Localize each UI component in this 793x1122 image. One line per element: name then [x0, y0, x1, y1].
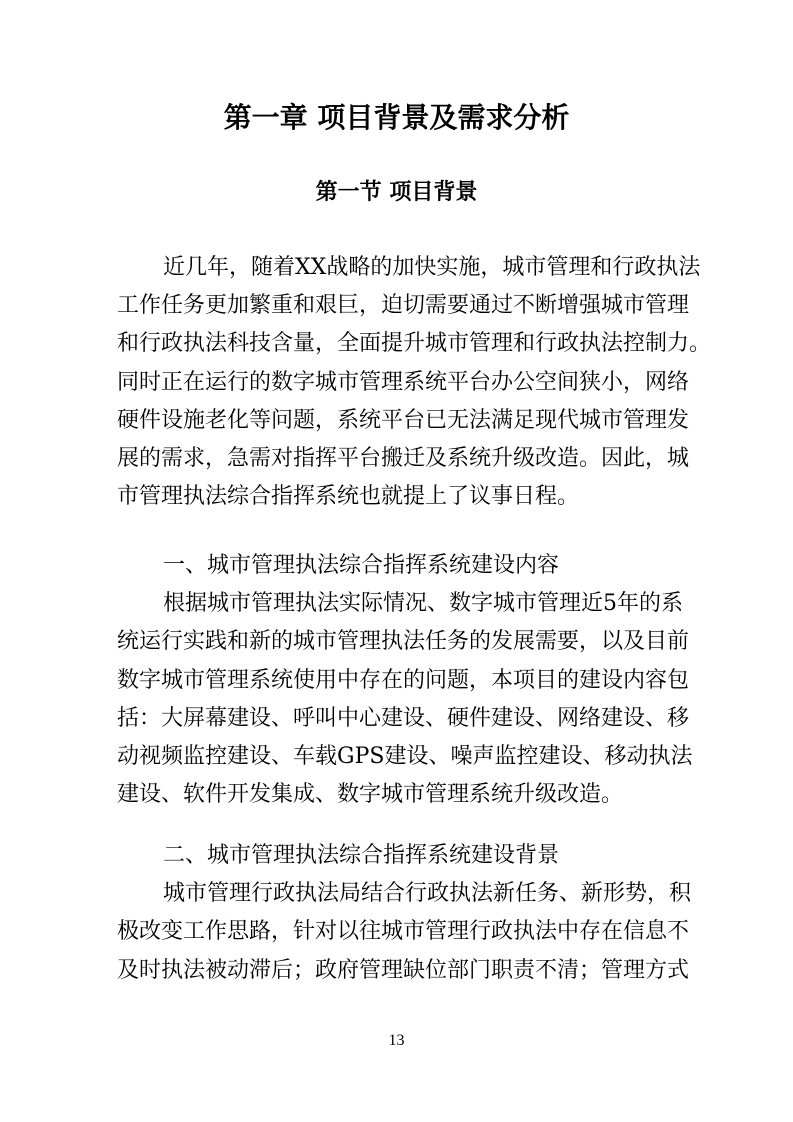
text-line: 工作任务更加繁重和艰巨，迫切需要通过不断增强城市管理: [117, 293, 690, 319]
text-line: 建设、软件开发集成、数字城市管理系统升级改造。: [117, 782, 624, 808]
text-line: 和行政执法科技含量，全面提升城市管理和行政执法控制力。: [117, 331, 712, 357]
text-line: 城市管理行政执法局结合行政执法新任务、新形势，积: [163, 881, 692, 907]
page-number: 13: [388, 1032, 405, 1049]
text-line: 统运行实践和新的城市管理执法任务的发展需要，以及目前: [117, 629, 690, 655]
text-line: 数字城市管理系统使用中存在的问题，本项目的建设内容包: [117, 667, 690, 693]
subheading: 一、城市管理执法综合指挥系统建设内容: [163, 553, 560, 578]
subheading: 二、城市管理执法综合指挥系统建设背景: [163, 843, 560, 868]
text-line: 及时执法被动滞后；政府管理缺位部门职责不清；管理方式: [117, 957, 690, 983]
text-line: 极改变工作思路，针对以往城市管理行政执法中存在信息不: [117, 919, 690, 945]
chapter-title: 第一章 项目背景及需求分析: [223, 101, 570, 134]
paragraph-background: [117, 249, 712, 516]
text-line: 硬件设施老化等问题，系统平台已无法满足现代城市管理发: [117, 407, 690, 433]
text-line: 近几年，随着XX战略的加快实施，城市管理和行政执法: [163, 255, 701, 280]
section-title: 第一节 项目背景: [315, 179, 478, 205]
text-line: 同时正在运行的数字城市管理系统平台办公空间狭小，网络: [117, 369, 690, 395]
text-line: 动视频监控建设、车载GPS建设、噪声监控建设、移动执法: [117, 743, 693, 769]
text-line: 括：大屏幕建设、呼叫中心建设、硬件建设、网络建设、移: [117, 705, 690, 731]
text-line: 市管理执法综合指挥系统也就提上了议事日程。: [117, 484, 580, 510]
text-line: 根据城市管理执法实际情况、数字城市管理近5年的系: [163, 591, 683, 617]
text-line: 展的需求，急需对指挥平台搬迁及系统升级改造。因此，城: [117, 445, 690, 471]
subsection-construction-background: [117, 837, 692, 990]
subsection-construction-content: [117, 547, 693, 814]
